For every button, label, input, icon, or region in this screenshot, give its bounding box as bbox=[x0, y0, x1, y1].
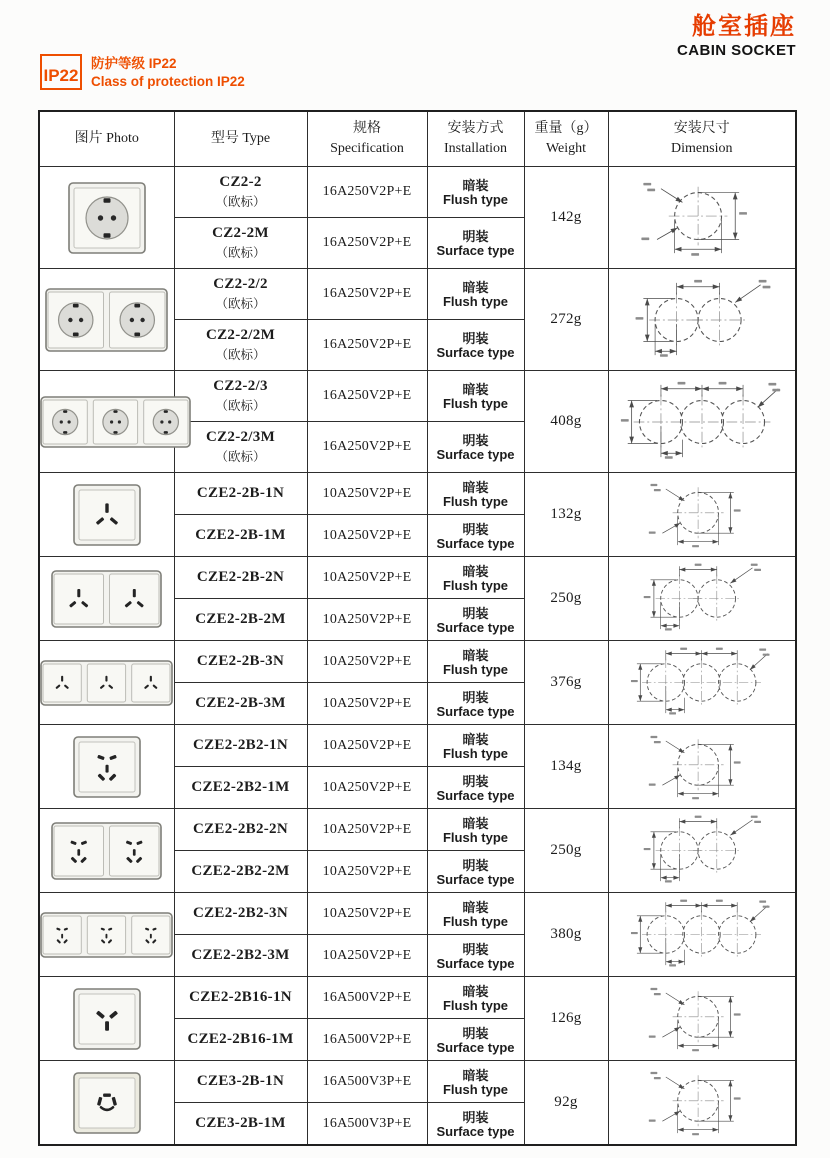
column-header-type: 型号 Type bbox=[174, 111, 307, 167]
type-cell bbox=[174, 683, 307, 725]
type-cell bbox=[174, 851, 307, 893]
spec-value: 10A250V2P+E bbox=[322, 569, 412, 585]
type-cell bbox=[174, 809, 307, 851]
install-en: Surface type bbox=[436, 243, 515, 258]
photo-cell bbox=[39, 725, 174, 809]
spec-cell bbox=[307, 599, 427, 641]
spec-value: 10A250V2P+E bbox=[322, 863, 412, 879]
install-cn: 暗装 bbox=[462, 647, 489, 663]
install-cell bbox=[427, 851, 524, 893]
brand-block bbox=[677, 6, 796, 59]
type-value: CZE2-2B-1N bbox=[196, 485, 285, 501]
install-en: Surface type bbox=[436, 619, 515, 635]
spec-value: 10A250V2P+E bbox=[322, 737, 412, 753]
weight-value: 142g bbox=[550, 209, 582, 225]
weight-cell bbox=[524, 1061, 608, 1146]
install-cn: 暗装 bbox=[462, 563, 489, 579]
install-en: Flush type bbox=[442, 577, 508, 593]
spec-cell bbox=[307, 515, 427, 557]
install-cell bbox=[427, 683, 524, 725]
install-cell bbox=[427, 218, 524, 269]
spec-cell bbox=[307, 557, 427, 599]
header-row bbox=[39, 111, 796, 167]
install-cell bbox=[427, 725, 524, 767]
dimension-cell bbox=[608, 641, 796, 725]
weight-cell bbox=[524, 641, 608, 725]
protection-class-cn: 防护等级 IP22 bbox=[91, 56, 177, 71]
spec-value: 16A250V2P+E bbox=[322, 337, 412, 352]
install-cell bbox=[427, 371, 524, 422]
spec-value: 10A250V2P+E bbox=[322, 485, 412, 501]
type-cell bbox=[174, 725, 307, 767]
type-cell bbox=[174, 422, 307, 473]
type-standard-note: （欧标） bbox=[215, 246, 266, 260]
install-cell bbox=[427, 977, 524, 1019]
type-value: CZ2-2M bbox=[212, 225, 269, 241]
page-title-en: CABIN SOCKET bbox=[677, 42, 796, 59]
type-value: CZE2-2B-3N bbox=[196, 653, 285, 669]
product-row bbox=[39, 641, 796, 683]
type-cell bbox=[174, 893, 307, 935]
photo-cell bbox=[39, 809, 174, 893]
install-cn: 暗装 bbox=[462, 899, 489, 915]
install-cell bbox=[427, 422, 524, 473]
product-row bbox=[39, 809, 796, 851]
spec-value: 10A250V2P+E bbox=[322, 695, 412, 711]
spec-value: 16A500V3P+E bbox=[322, 1073, 412, 1089]
type-cell bbox=[174, 473, 307, 515]
spec-value: 16A500V2P+E bbox=[322, 1031, 412, 1047]
weight-value: 380g bbox=[550, 926, 582, 942]
install-en: Surface type bbox=[436, 535, 515, 551]
spec-value: 10A250V2P+E bbox=[322, 947, 412, 963]
weight-cell bbox=[524, 371, 608, 473]
install-cn: 明装 bbox=[462, 1109, 489, 1125]
install-en: Surface type bbox=[436, 787, 515, 803]
photo-cell bbox=[39, 557, 174, 641]
type-cell bbox=[174, 167, 307, 218]
photo-cell bbox=[39, 371, 174, 473]
spec-value: 10A250V2P+E bbox=[322, 779, 412, 795]
five-hole-socket-2gang bbox=[51, 822, 162, 880]
spec-value: 10A250V2P+E bbox=[322, 611, 412, 627]
spec-cell bbox=[307, 977, 427, 1019]
spec-cell bbox=[307, 725, 427, 767]
three-phase-socket-1gang bbox=[73, 1072, 141, 1134]
type-cell bbox=[174, 1061, 307, 1103]
type-value: CZE2-2B2-3N bbox=[193, 905, 288, 921]
type-cell bbox=[174, 515, 307, 557]
photo-cell bbox=[39, 893, 174, 977]
spec-cell bbox=[307, 218, 427, 269]
type-value: CZ2-2/3M bbox=[205, 429, 276, 445]
european-socket-1gang bbox=[68, 182, 146, 254]
product-row bbox=[39, 893, 796, 935]
spec-cell bbox=[307, 422, 427, 473]
spec-value: 10A250V2P+E bbox=[322, 821, 412, 837]
weight-value: 250g bbox=[550, 842, 582, 858]
install-cn: 明装 bbox=[462, 331, 489, 346]
install-en: Flush type bbox=[442, 829, 508, 845]
type-value: CZ2-2/2 bbox=[213, 276, 268, 292]
product-row bbox=[39, 167, 796, 218]
install-cell bbox=[427, 1019, 524, 1061]
spec-value: 10A250V2P+E bbox=[322, 905, 412, 921]
install-cell bbox=[427, 1103, 524, 1146]
dimension-cell bbox=[608, 473, 796, 557]
product-row bbox=[39, 371, 796, 422]
universal-3pin-socket-1gang bbox=[73, 484, 141, 546]
install-cn: 明装 bbox=[462, 941, 489, 957]
weight-cell bbox=[524, 809, 608, 893]
weight-value: 250g bbox=[550, 590, 582, 606]
spec-cell bbox=[307, 1019, 427, 1061]
install-en: Flush type bbox=[442, 661, 508, 677]
type-value: CZE2-2B2-2N bbox=[193, 821, 288, 837]
type-standard-note: （欧标） bbox=[215, 195, 266, 209]
install-cell bbox=[427, 515, 524, 557]
spec-cell bbox=[307, 893, 427, 935]
type-value: CZ2-2/2M bbox=[205, 327, 276, 343]
dimension-drawing bbox=[625, 813, 778, 888]
install-cn: 明装 bbox=[462, 605, 489, 621]
install-cell bbox=[427, 557, 524, 599]
type-cell bbox=[174, 371, 307, 422]
install-en: Surface type bbox=[436, 1123, 515, 1139]
install-en: Surface type bbox=[436, 703, 515, 719]
five-hole-socket-3gang bbox=[40, 912, 173, 958]
spec-cell bbox=[307, 683, 427, 725]
install-cell bbox=[427, 320, 524, 371]
weight-value: 92g bbox=[554, 1094, 578, 1110]
weight-cell bbox=[524, 725, 608, 809]
type-cell bbox=[174, 269, 307, 320]
spec-cell bbox=[307, 473, 427, 515]
install-cell bbox=[427, 935, 524, 977]
product-row bbox=[39, 269, 796, 320]
install-cn: 暗装 bbox=[462, 280, 489, 295]
install-cn: 明装 bbox=[462, 229, 489, 244]
dimension-cell bbox=[608, 725, 796, 809]
install-cell bbox=[427, 599, 524, 641]
dimension-drawing bbox=[625, 477, 778, 552]
install-en: Flush type bbox=[442, 997, 508, 1013]
install-en: Flush type bbox=[442, 1081, 508, 1097]
universal-3pin-socket-2gang bbox=[51, 570, 162, 628]
install-cn: 明装 bbox=[462, 689, 489, 705]
weight-cell bbox=[524, 977, 608, 1061]
three-pin-16a-socket-1gang bbox=[73, 988, 141, 1050]
install-cell bbox=[427, 167, 524, 218]
product-row bbox=[39, 1061, 796, 1103]
install-cn: 明装 bbox=[462, 521, 489, 537]
spec-value: 10A250V2P+E bbox=[322, 527, 412, 543]
spec-cell bbox=[307, 1061, 427, 1103]
spec-cell bbox=[307, 167, 427, 218]
spec-cell bbox=[307, 1103, 427, 1146]
install-en: Surface type bbox=[436, 955, 515, 971]
spec-cell bbox=[307, 371, 427, 422]
spec-value: 16A250V2P+E bbox=[322, 388, 412, 403]
spec-value: 10A250V2P+E bbox=[322, 653, 412, 669]
photo-cell bbox=[39, 167, 174, 269]
type-cell bbox=[174, 767, 307, 809]
install-en: Surface type bbox=[436, 871, 515, 887]
universal-3pin-socket-3gang bbox=[40, 660, 173, 706]
dimension-drawing bbox=[614, 175, 790, 261]
install-en: Flush type bbox=[442, 192, 508, 207]
type-cell bbox=[174, 599, 307, 641]
spec-cell bbox=[307, 320, 427, 371]
type-value: CZE2-2B2-3M bbox=[191, 947, 290, 963]
weight-value: 134g bbox=[550, 758, 582, 774]
protection-class-block bbox=[40, 54, 245, 91]
weight-cell bbox=[524, 893, 608, 977]
dimension-cell bbox=[608, 557, 796, 641]
ip22-badge: IP22 bbox=[40, 54, 82, 90]
column-header-weight: 重量（g） Weight bbox=[524, 111, 608, 167]
spec-cell bbox=[307, 935, 427, 977]
photo-cell bbox=[39, 977, 174, 1061]
dimension-drawing bbox=[625, 561, 778, 636]
spec-cell bbox=[307, 767, 427, 809]
photo-cell bbox=[39, 473, 174, 557]
weight-cell bbox=[524, 473, 608, 557]
install-cell bbox=[427, 1061, 524, 1103]
dimension-cell bbox=[608, 977, 796, 1061]
photo-cell bbox=[39, 1061, 174, 1146]
install-cn: 暗装 bbox=[462, 815, 489, 831]
dimension-drawing bbox=[625, 729, 778, 804]
dimension-drawing bbox=[614, 379, 790, 465]
dimension-cell bbox=[608, 269, 796, 371]
dimension-drawing bbox=[614, 277, 790, 363]
type-standard-note: （欧标） bbox=[215, 348, 266, 362]
install-cn: 暗装 bbox=[462, 178, 489, 193]
product-row bbox=[39, 473, 796, 515]
spec-value: 16A250V2P+E bbox=[322, 184, 412, 199]
install-cell bbox=[427, 809, 524, 851]
spec-value: 16A500V2P+E bbox=[322, 989, 412, 1005]
type-value: CZ2-2/3 bbox=[213, 378, 268, 394]
install-cn: 暗装 bbox=[462, 731, 489, 747]
type-value: CZE2-2B-2N bbox=[196, 569, 285, 585]
install-cn: 暗装 bbox=[462, 382, 489, 397]
weight-value: 132g bbox=[550, 506, 582, 522]
european-socket-3gang bbox=[40, 396, 191, 448]
type-cell bbox=[174, 320, 307, 371]
install-cn: 明装 bbox=[462, 773, 489, 789]
type-value: CZE2-2B-3M bbox=[195, 695, 286, 711]
type-cell bbox=[174, 557, 307, 599]
type-standard-note: （欧标） bbox=[215, 450, 266, 464]
install-en: Surface type bbox=[436, 1039, 515, 1055]
spec-value: 16A250V2P+E bbox=[322, 235, 412, 250]
column-header-dimension: 安装尺寸 Dimension bbox=[608, 111, 796, 167]
install-cell bbox=[427, 269, 524, 320]
install-en: Flush type bbox=[442, 294, 508, 309]
weight-value: 126g bbox=[550, 1010, 582, 1026]
type-cell bbox=[174, 977, 307, 1019]
five-hole-socket-1gang bbox=[73, 736, 141, 798]
install-cn: 暗装 bbox=[462, 1067, 489, 1083]
install-cn: 暗装 bbox=[462, 983, 489, 999]
column-header-specification: 规格 Specification bbox=[307, 111, 427, 167]
type-cell bbox=[174, 1019, 307, 1061]
spec-cell bbox=[307, 269, 427, 320]
install-en: Flush type bbox=[442, 745, 508, 761]
type-cell bbox=[174, 641, 307, 683]
type-standard-note: （欧标） bbox=[215, 399, 266, 413]
install-cn: 明装 bbox=[462, 433, 489, 448]
install-cn: 明装 bbox=[462, 1025, 489, 1041]
install-cell bbox=[427, 893, 524, 935]
weight-cell bbox=[524, 269, 608, 371]
product-row bbox=[39, 977, 796, 1019]
photo-cell bbox=[39, 641, 174, 725]
spec-value: 16A500V3P+E bbox=[322, 1115, 412, 1131]
install-en: Flush type bbox=[442, 913, 508, 929]
european-socket-2gang bbox=[45, 288, 168, 352]
weight-cell bbox=[524, 557, 608, 641]
dimension-cell bbox=[608, 371, 796, 473]
dimension-drawing bbox=[625, 981, 778, 1056]
install-en: Flush type bbox=[442, 396, 508, 411]
photo-cell bbox=[39, 269, 174, 371]
dimension-drawing bbox=[625, 1065, 778, 1140]
column-header-installation: 安装方式 Installation bbox=[427, 111, 524, 167]
install-cn: 暗装 bbox=[462, 479, 489, 495]
spec-cell bbox=[307, 851, 427, 893]
type-value: CZE2-2B-2M bbox=[195, 611, 286, 627]
type-value: CZE2-2B16-1N bbox=[189, 989, 292, 1005]
type-value: CZE2-2B2-2M bbox=[191, 863, 290, 879]
install-en: Flush type bbox=[442, 493, 508, 509]
dimension-cell bbox=[608, 1061, 796, 1146]
type-cell bbox=[174, 218, 307, 269]
dimension-cell bbox=[608, 893, 796, 977]
type-value: CZE3-2B-1M bbox=[195, 1115, 286, 1131]
type-cell bbox=[174, 935, 307, 977]
product-row bbox=[39, 557, 796, 599]
type-cell bbox=[174, 1103, 307, 1146]
spec-value: 16A250V2P+E bbox=[322, 439, 412, 454]
spec-cell bbox=[307, 809, 427, 851]
dimension-drawing bbox=[625, 897, 778, 972]
weight-value: 376g bbox=[550, 674, 582, 690]
weight-value: 408g bbox=[550, 413, 582, 429]
dimension-cell bbox=[608, 167, 796, 269]
product-table bbox=[38, 110, 797, 1146]
type-value: CZ2-2 bbox=[219, 174, 262, 190]
column-header-photo: 图片 Photo bbox=[39, 111, 174, 167]
install-cell bbox=[427, 473, 524, 515]
spec-cell bbox=[307, 641, 427, 683]
type-value: CZE2-2B2-1N bbox=[193, 737, 288, 753]
spec-value: 16A250V2P+E bbox=[322, 286, 412, 301]
protection-class-text bbox=[91, 54, 245, 91]
type-value: CZE2-2B2-1M bbox=[191, 779, 290, 795]
type-value: CZE2-2B16-1M bbox=[187, 1031, 294, 1047]
weight-value: 272g bbox=[550, 311, 582, 327]
weight-cell bbox=[524, 167, 608, 269]
type-value: CZE2-2B-1M bbox=[195, 527, 286, 543]
product-row bbox=[39, 725, 796, 767]
dimension-cell bbox=[608, 809, 796, 893]
install-en: Surface type bbox=[436, 447, 515, 462]
install-cell bbox=[427, 767, 524, 809]
page-title-cn: 舱室插座 bbox=[692, 13, 796, 40]
type-value: CZE3-2B-1N bbox=[196, 1073, 285, 1089]
dimension-drawing bbox=[625, 645, 778, 720]
install-cell bbox=[427, 641, 524, 683]
protection-class-en: Class of protection IP22 bbox=[91, 74, 245, 89]
type-standard-note: （欧标） bbox=[215, 297, 266, 311]
install-cn: 明装 bbox=[462, 857, 489, 873]
install-en: Surface type bbox=[436, 345, 515, 360]
